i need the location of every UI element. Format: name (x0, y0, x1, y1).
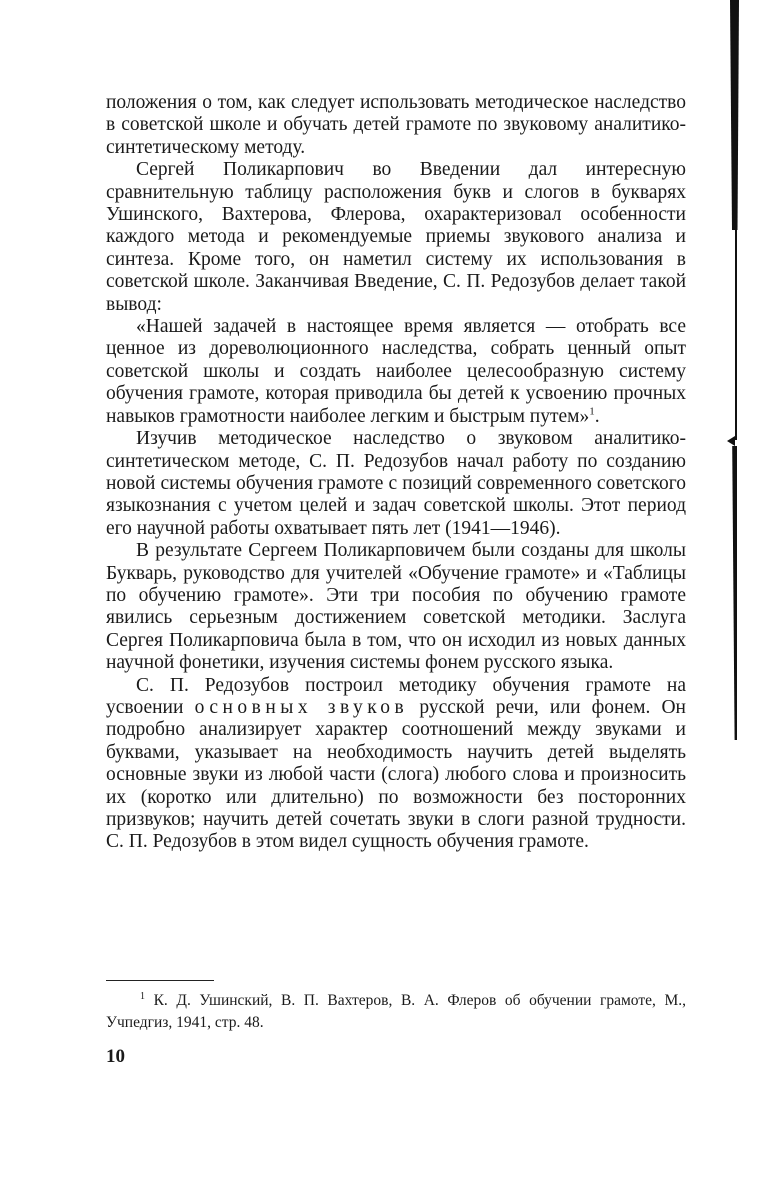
footnote (106, 990, 686, 1034)
paragraph-4: Изучив методическое наследство о звуковом аналитико-синтетическом методе, С. П. Редозубов начал работу по созданию новой системы обучения грамоте с позиций современного советского языкознания с учетом целей и задач советской школы. Этот период его научной работы охватывает пять лет (1941—1946). (106, 428, 686, 539)
quote-paragraph (106, 316, 686, 428)
page-edge-line (735, 230, 737, 440)
paragraph-6-start: С. П. Редозубов построил методику обучения грамоте на усвоении (106, 674, 686, 718)
footnote-reference: 1 (589, 405, 595, 418)
quote-end: . (594, 405, 600, 427)
footnote-marker: 1 (140, 990, 145, 1002)
footnote-divider (106, 980, 214, 981)
paragraph-2: Сергей Поликарпович во Введении дал интересную сравнительную таблицу расположения букв и слогов в букварях Ушинского, Вахтерова, Флерова, охарактеризовал особенности каждого метода и рекомендуемые приемы звукового анализа и синтеза. Кроме того, он наметил систему их использования в советской школе. Заканчивая Введение, С. П. Редозубов делает такой вывод: (106, 159, 686, 315)
paragraph-6-end: русской речи, или фонем. Он подробно анализирует характер соотношений между звуками и буквами, указывает на необходимость научить детей выделять основные звуки из любой части (слога) любого слова и произносить их (коротко или длительно) по возможности без посторонних призвуков; научить детей сочетать звуки в слоги разной трудности. С. П. Редозубов в этом видел сущность обучения грамоте. (106, 696, 686, 853)
page-edge-notch (727, 436, 735, 446)
page-number: 10 (106, 1046, 125, 1067)
quote-text: «Нашей задачей в настоящее время является — отобрать все ценное из дореволюционного наследства, собрать ценный опыт советской школы и создать наиболее целесообразную систему обучения грамоте, которая приводила бы детей к усвоению прочных навыков грамотности наиболее легким и быстрым путем» (106, 316, 686, 427)
paragraph-6 (106, 675, 686, 854)
spaced-emphasis: основных звуков (194, 696, 409, 718)
paragraph-5: В результате Сергеем Поликарповичем были созданы для школы Букварь, руководство для учителей «Обучение грамоте» и «Таблицы по обучению грамоте». Эти три пособия по обучению грамоте явились серьезным достижением советской методики. Заслуга Сергея Поликарповича была в том, что он исходил из новых данных научной фонетики, изучения системы фонем русского языка. (106, 540, 686, 674)
main-text (106, 92, 686, 854)
footnote-text: К. Д. Ушинский, В. П. Вахтеров, В. А. Флеров об обучении грамоте, М., Учпедгиз, 1941, стр. 48. (106, 992, 686, 1031)
page-edge-lower (731, 446, 737, 740)
page-edge-shadow (729, 0, 739, 230)
paragraph-1: положения о том, как следует использовать методическое наследство в советской школе и обучать детей грамоте по звуковому аналитико-синтетическому методу. (106, 92, 686, 158)
